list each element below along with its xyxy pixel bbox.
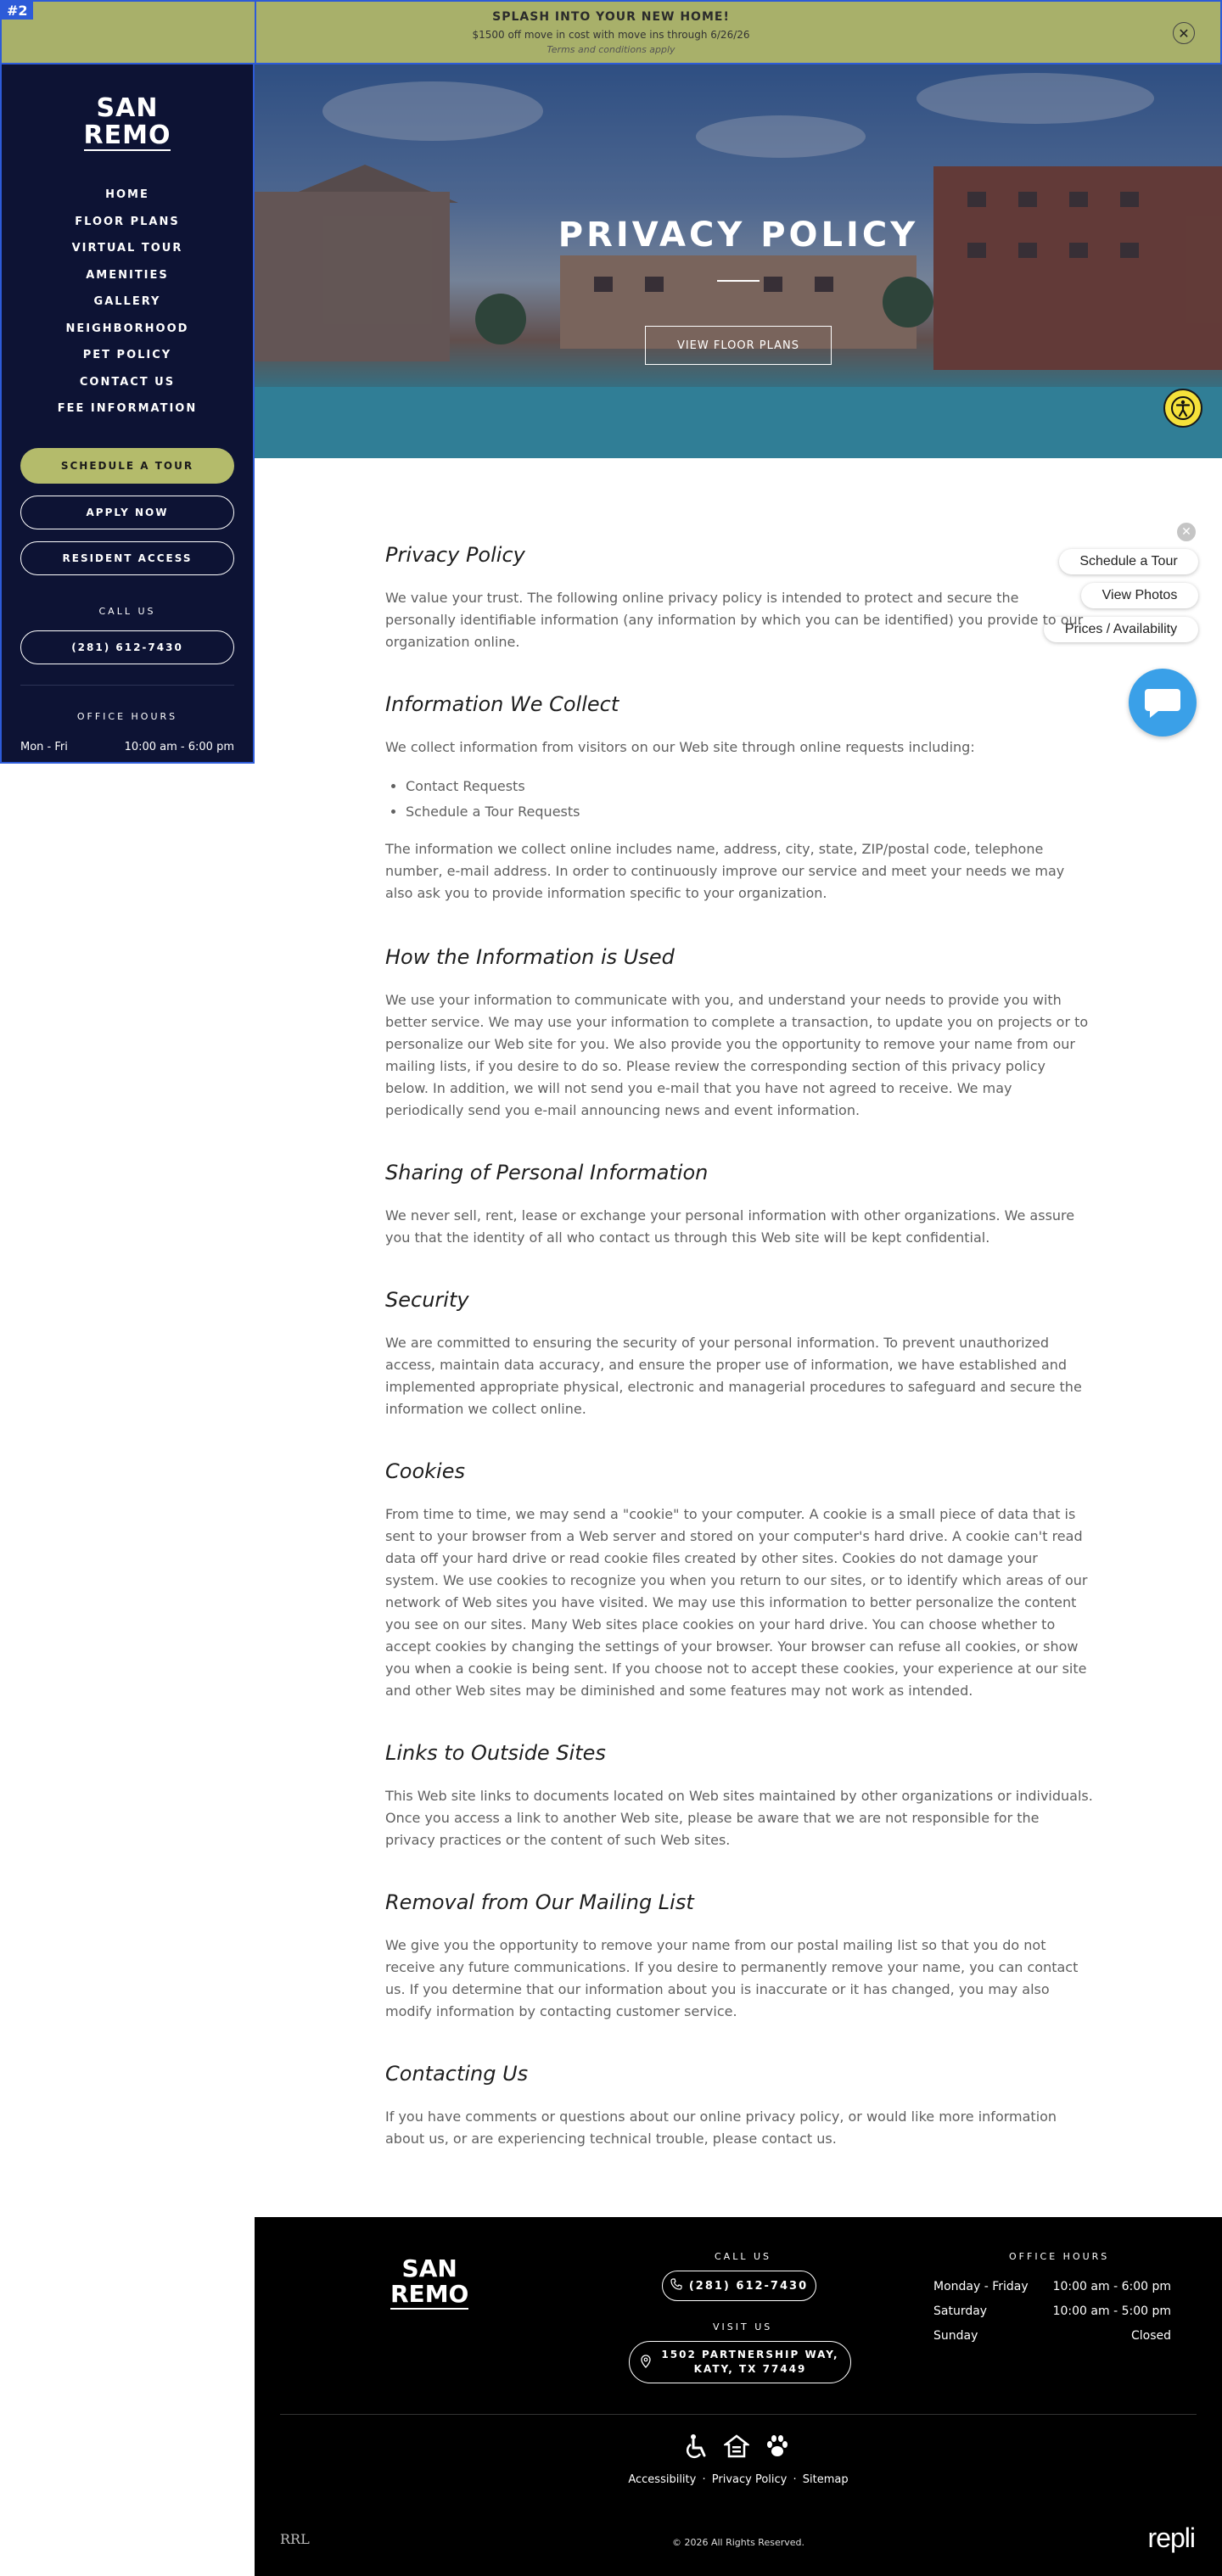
banner-terms[interactable]: Terms and conditions apply — [547, 43, 675, 55]
main-nav — [58, 182, 197, 423]
hours-day: Saturday — [933, 2304, 988, 2318]
hours-day: Mon - Fri — [20, 740, 68, 753]
section-paragraph: From time to time, we may send a "cookie" to your computer. A cookie is a small piece of data that is sent to your browser from a Web server and stored on your computer's hard drive. A cookie can't read data off your hard drive or read cookie files created by other sites. Cookies do not damage your system. We use cookies to recognize you when you return to our sites, or to identify which areas of our network of Web sites you have visited. We may use this information to better personalize the content you see on our sites. Many Web sites place cookies on your hard drive. You can choose whether to accept cookies by changing the settings of your browser. Your browser can refuse all cookies, or show you when a cookie is being sent. If you choose not to accept these cookies, your experience at our site and other Web sites may be diminished and some features may not work as intended. — [385, 1506, 1088, 1699]
hours-time: 10:00 am - 6:00 pm — [1052, 2280, 1171, 2293]
nav-pet-policy[interactable]: PET POLICY — [82, 349, 172, 361]
floating-schedule-tour-button[interactable]: Schedule a Tour — [1059, 549, 1198, 574]
collect-list — [406, 774, 1093, 825]
hours-time: 10:00 am - 5:00 pm — [1052, 2304, 1171, 2318]
footer-call-us-label: CALL US — [715, 2251, 771, 2262]
floating-view-photos-button[interactable]: View Photos — [1081, 583, 1198, 608]
section-cookies — [385, 1459, 1093, 1702]
link-separator: · — [702, 2473, 706, 2486]
view-floor-plans-button[interactable]: VIEW FLOOR PLANS — [645, 326, 832, 365]
section-paragraph: We use your information to communicate with you, and understand your needs to provide you with better service. We may use your information to complete a transaction, to update you on projects or to personalize our Web site for you. We also provide you the opportunity to remove your name from our mailing lists, if you desire to do so. Please review the corresponding section of this privacy policy below. In addition, we will not send you e-mail that you have not agreed to receive. We may periodically send you e-mail announcing news and event information. — [385, 992, 1089, 1118]
phone-icon — [670, 2278, 682, 2293]
nav-amenities[interactable]: AMENITIES — [86, 268, 169, 282]
call-us-label: CALL US — [98, 605, 156, 617]
hero-banner — [255, 64, 1222, 458]
section-removal — [385, 1890, 1093, 2023]
footer-address-button[interactable] — [629, 2341, 851, 2383]
sidebar — [0, 64, 255, 764]
section-title: Security — [385, 1288, 469, 1312]
section-information-we-collect — [385, 692, 1093, 904]
section-paragraph: We value your trust. The following online privacy policy is intended to protect and secure the personally identifiable information (any information by which you can be identified) you provide to our organization online. — [385, 590, 1084, 650]
section-paragraph: We never sell, rent, lease or exchange your personal information with other organizations. We assure you that the identity of all who contact us through this Web site will be kept confidential. — [385, 1207, 1075, 1246]
section-contacting — [385, 2062, 1093, 2150]
hours-time: Closed — [1130, 2329, 1171, 2343]
paw-icon — [765, 2433, 790, 2459]
logo-line2: REMO — [83, 120, 171, 150]
nav-virtual-tour[interactable]: VIRTUAL TOUR — [71, 242, 183, 255]
footer-logo[interactable] — [390, 2256, 468, 2307]
banner-close-icon[interactable]: ✕ — [1173, 22, 1195, 44]
footer-logo-line2: REMO — [390, 2280, 469, 2308]
footer-address — [661, 2348, 838, 2377]
footer-office-hours-label: OFFICE HOURS — [1009, 2251, 1110, 2262]
nav-gallery[interactable]: GALLERY — [93, 295, 161, 308]
footer-link-privacy-policy[interactable]: Privacy Policy — [711, 2473, 788, 2486]
nav-contact-us[interactable]: CONTACT US — [79, 375, 176, 389]
section-paragraph: This Web site links to documents located on Web sites maintained by other organizations or individuals. Once you access a link to another Web site, please be aware that we are not responsible for the privacy practices or the content of such Web sites. — [385, 1788, 1093, 1848]
section-title: Information We Collect — [385, 692, 619, 716]
section-title: Privacy Policy — [385, 543, 525, 567]
hours-day: Sunday — [933, 2329, 978, 2343]
cta-close-icon[interactable]: ✕ — [1175, 521, 1197, 543]
logo-line1: SAN — [96, 93, 159, 123]
section-how-used — [385, 945, 1093, 1122]
location-pin-icon — [641, 2355, 651, 2371]
banner-subtitle: $1500 off move in cost with move ins through 6/26/26 — [472, 28, 750, 41]
site-logo[interactable] — [84, 95, 171, 151]
footer-link-sitemap[interactable]: Sitemap — [802, 2473, 849, 2486]
section-links — [385, 1741, 1093, 1851]
footer-hours-table — [933, 2275, 1171, 2349]
section-paragraph: The information we collect online includes name, address, city, state, ZIP/postal code, telephone number, e-mail address. In order to continuously improve our service and meet your needs we may also ask you to provide information specific to your organization. — [385, 841, 1065, 901]
footer — [255, 2217, 1222, 2576]
accessibility-icon[interactable] — [1163, 389, 1202, 428]
address-line2: KATY, TX 77449 — [693, 2363, 807, 2375]
banner-title: SPLASH INTO YOUR NEW HOME! — [492, 9, 730, 24]
section-privacy-policy — [385, 543, 1093, 653]
hours-row — [933, 2324, 1171, 2349]
promo-banner — [0, 0, 1222, 64]
hero-overlay — [255, 64, 1222, 458]
wheelchair-icon — [683, 2433, 709, 2459]
hours-time: 10:00 am - 6:00 pm — [124, 740, 234, 753]
hours-row — [933, 2299, 1171, 2324]
repli-logo[interactable]: repli — [1147, 2523, 1195, 2553]
sidebar-divider — [20, 685, 234, 686]
nav-neighborhood[interactable]: NEIGHBORHOOD — [65, 322, 189, 335]
footer-visit-us-label: VISIT US — [713, 2321, 773, 2332]
floating-prices-button[interactable]: Prices / Availability — [1044, 617, 1198, 642]
section-title: Sharing of Personal Information — [385, 1161, 709, 1184]
section-title: Contacting Us — [385, 2062, 529, 2086]
title-divider — [717, 280, 760, 282]
office-hours-row — [20, 741, 234, 753]
page-title: PRIVACY POLICY — [558, 216, 919, 255]
footer-logo-line1: SAN — [401, 2254, 457, 2282]
nav-floor-plans[interactable]: FLOOR PLANS — [75, 215, 180, 228]
section-paragraph: We give you the opportunity to remove your name from our postal mailing list so that you do not receive any future communications. If you desire to permanently remove your name, you can contact us. If you determine that our information about you is inaccurate or it has changed, you may also modify information by contacting customer service. — [385, 1937, 1079, 2019]
section-security — [385, 1288, 1093, 1420]
management-logo[interactable]: RRL — [280, 2531, 310, 2547]
section-title: Removal from Our Mailing List — [385, 1890, 694, 1914]
apply-now-button[interactable]: APPLY NOW — [20, 496, 234, 529]
section-title: How the Information is Used — [385, 945, 675, 969]
section-paragraph: If you have comments or questions about our online privacy policy, or would like more information about us, or are experiencing technical trouble, please contact us. — [385, 2108, 1057, 2147]
section-title: Cookies — [385, 1459, 465, 1483]
footer-divider — [280, 2414, 1197, 2415]
banner-badge: #2 — [2, 2, 33, 20]
equal-housing-icon — [724, 2433, 749, 2459]
footer-phone-text: (281) 612-7430 — [688, 2279, 809, 2293]
nav-home[interactable]: HOME — [105, 188, 149, 201]
list-item: • Contact Requests — [406, 774, 1093, 799]
resident-access-button[interactable]: RESIDENT ACCESS — [20, 541, 234, 575]
section-title: Links to Outside Sites — [385, 1741, 606, 1765]
list-item: • Schedule a Tour Requests — [406, 799, 1093, 825]
chat-icon[interactable] — [1129, 669, 1197, 736]
hours-row — [933, 2275, 1171, 2299]
link-separator: · — [793, 2473, 797, 2486]
footer-phone-button[interactable] — [662, 2271, 816, 2301]
section-sharing — [385, 1161, 1093, 1249]
phone-button[interactable]: (281) 612-7430 — [20, 630, 234, 664]
copyright: © 2026 All Rights Reserved. — [671, 2537, 804, 2548]
office-hours-label: OFFICE HOURS — [76, 710, 178, 722]
privacy-policy-content — [385, 543, 1093, 2150]
footer-compliance-icons — [683, 2433, 790, 2459]
footer-link-accessibility[interactable]: Accessibility — [628, 2473, 697, 2486]
nav-fee-information[interactable]: FEE INFORMATION — [57, 402, 198, 415]
schedule-tour-button[interactable]: SCHEDULE A TOUR — [20, 448, 234, 484]
banner-left-frame — [2, 2, 256, 66]
section-paragraph: We collect information from visitors on our Web site through online requests including: — [385, 739, 975, 755]
section-paragraph: We are committed to ensuring the security of your personal information. To prevent unauthorized access, maintain data accuracy, and ensure the proper use of information, we have established and implemented appropriate physical, electronic and managerial procedures to safeguard and secure the information we collect online. — [385, 1335, 1082, 1417]
hours-day: Monday - Friday — [933, 2280, 1029, 2293]
footer-links — [255, 2473, 1222, 2486]
address-line1: 1502 PARTNERSHIP WAY, — [661, 2349, 839, 2360]
